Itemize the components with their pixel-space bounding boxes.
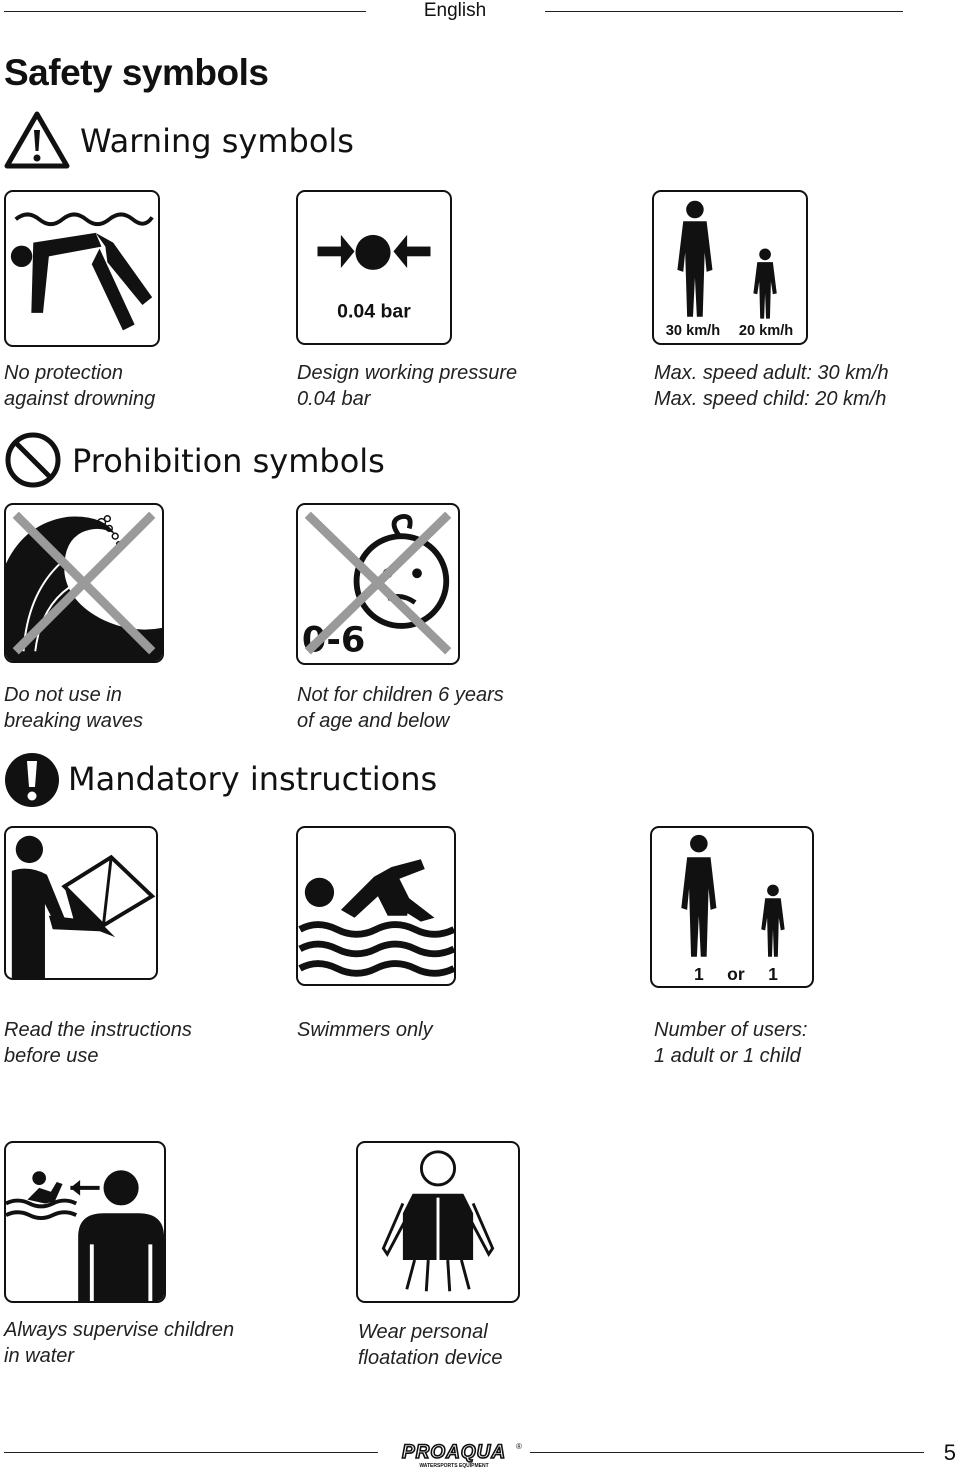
warning-triangle-icon (4, 110, 70, 170)
caption-no-breaking-waves: Do not use in breaking waves (4, 684, 143, 732)
number-of-users-pictogram (650, 826, 814, 988)
prohibition-icon (4, 431, 62, 489)
caption-number-of-users: Number of users: 1 adult or 1 child (654, 1019, 808, 1067)
header-rule-right (545, 11, 903, 12)
read-instructions-pictogram (4, 826, 158, 980)
pressure-pictogram (296, 190, 452, 345)
page-title: Safety symbols (4, 52, 269, 93)
speed-adult-label: 30 km/h (665, 323, 721, 340)
footer-rule-right (530, 1452, 924, 1453)
page-number: 5 (943, 1440, 956, 1465)
mandatory-exclamation-icon (4, 752, 60, 808)
caption-supervise-children: Always supervise children in water (4, 1319, 235, 1367)
supervise-children-pictogram (4, 1141, 166, 1303)
mandatory-section-title: Mandatory instructions (68, 760, 438, 798)
language-label: English (423, 0, 487, 21)
caption-no-young-children: Not for children 6 years of age and below (297, 684, 504, 732)
swimmers-only-pictogram (296, 826, 456, 986)
floatation-device-pictogram (356, 1141, 520, 1303)
caption-design-pressure: Design working pressure 0.04 bar (297, 362, 518, 410)
logo-wordmark: PROAQUA (401, 1442, 507, 1463)
caption-swimmers-only: Swimmers only (297, 1019, 433, 1041)
caption-max-speed: Max. speed adult: 30 km/h Max. speed child: 20 km/h (654, 362, 889, 410)
users-or-label: or (727, 964, 745, 985)
speed-child-label: 20 km/h (738, 323, 794, 340)
footer-rule-left (4, 1452, 378, 1453)
logo-registered-mark: ® (516, 1442, 522, 1451)
age-range-label: 0-6 (301, 619, 366, 661)
warning-section-title: Warning symbols (80, 122, 354, 160)
header-rule-left (4, 11, 366, 12)
no-young-children-pictogram (296, 503, 460, 665)
caption-floatation-device: Wear personal floatation device (358, 1321, 503, 1369)
users-child-count: 1 (768, 964, 778, 985)
pressure-value-label: 0.04 bar (337, 300, 411, 323)
no-breaking-waves-pictogram (4, 503, 164, 663)
caption-read-instructions: Read the instructions before use (4, 1019, 192, 1067)
caption-no-drowning-protection: No protection against drowning (4, 362, 156, 410)
prohibition-section-title: Prohibition symbols (72, 442, 385, 480)
no-drowning-protection-pictogram (4, 190, 160, 347)
proaqua-logo (388, 1440, 522, 1468)
max-speed-pictogram (652, 190, 808, 345)
logo-subtitle: WATERSPORTS EQUIPMENT (419, 1463, 489, 1468)
users-adult-count: 1 (693, 964, 704, 985)
